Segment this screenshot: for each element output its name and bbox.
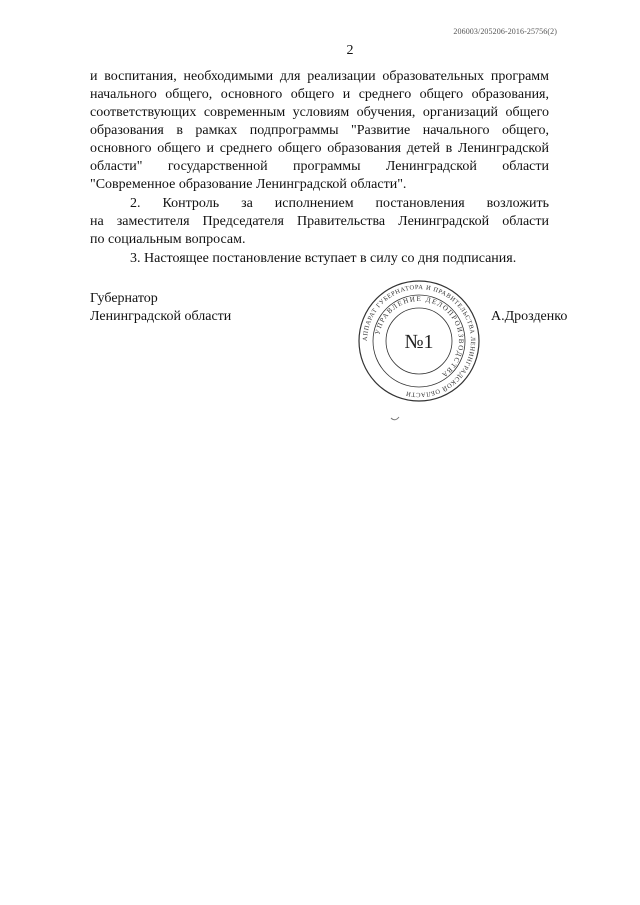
body-line: "Современное образование Ленинградской области". [90, 177, 407, 192]
official-seal [356, 278, 482, 404]
body-line: области" государственной программы Ленинградской области [90, 159, 549, 174]
seal-ring-text: АППАРАТ ГУБЕРНАТОРА И ПРАВИТЕЛЬСТВА ЛЕНИНГРАДСКОЙ ОБЛАСТИ [361, 283, 477, 399]
body-line: основного общего и среднего общего образования детей в Ленинградской [90, 141, 549, 156]
seal-inner-text: УПРАВЛЕНИЕ ДЕЛОПРОИЗВОДСТВА [373, 294, 466, 380]
body-line: соответствующих современным условиям обучения, организаций общего [90, 105, 549, 120]
signatory-name: А.Дрозденко [491, 309, 568, 324]
document-id: 206003/205206-2016-25756(2) [453, 27, 557, 36]
body-line: 3. Настоящее постановление вступает в силу со дня подписания. [130, 251, 517, 266]
body-line: на заместителя Председателя Правительства Ленинградской области [90, 214, 549, 229]
signatory-title: Губернатор [90, 291, 158, 306]
body-line: и воспитания, необходимыми для реализации образовательных программ [90, 69, 549, 84]
body-line: начального общего, основного общего и среднего общего образования, [90, 87, 549, 102]
body-line: по социальным вопросам. [90, 232, 246, 247]
pen-mark [390, 416, 400, 422]
body-line: образования в рамках подпрограммы "Развитие начального общего, [90, 123, 549, 138]
seal-number: №1 [404, 331, 434, 353]
signatory-region: Ленинградской области [90, 309, 232, 324]
body-line: 2. Контроль за исполнением постановления возложить [130, 196, 549, 211]
page-number: 2 [346, 43, 354, 58]
